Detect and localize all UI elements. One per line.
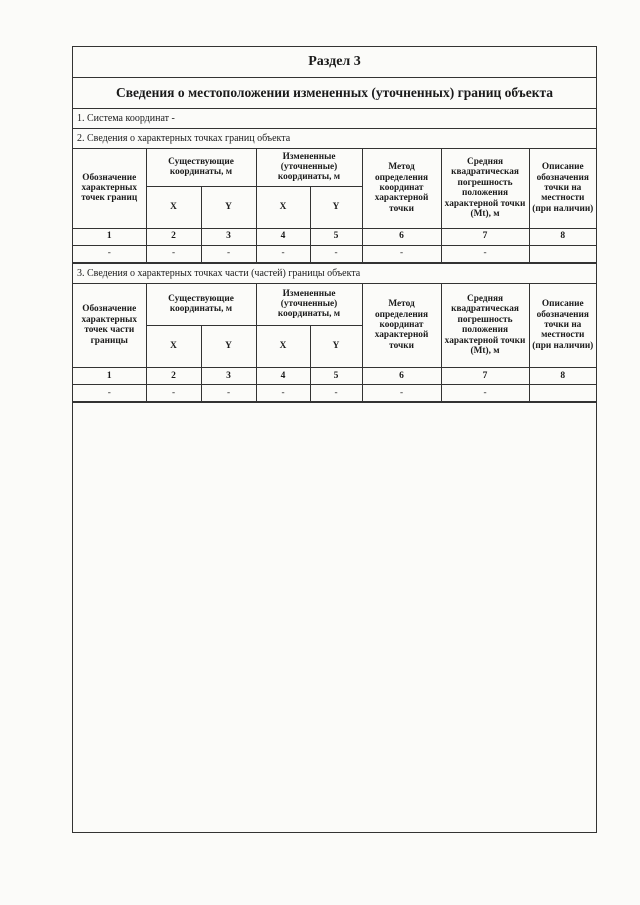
block3-col-description: Описание обозначения точки на местности (при наличии) [529, 284, 596, 368]
block2-col-error: Средняя квадратическая погрешность положения характерной точки (Mt), м [441, 149, 529, 228]
section-subtitle: Сведения о местоположении измененных (уточненных) границ объекта [73, 78, 596, 109]
block2-col-changed: Измененные (уточненные) координаты, м [256, 149, 362, 186]
block3-heading: 3. Сведения о характерных точках части (частей) границы объекта [73, 263, 596, 284]
block3-cell-2: - [146, 385, 201, 402]
block2-num-5: 5 [310, 228, 362, 245]
block2-number-row [73, 228, 596, 245]
block3-existing-y: Y [201, 326, 256, 368]
block3-num-5: 5 [310, 368, 362, 385]
section-title: Раздел 3 [73, 47, 596, 78]
block3-cell-1: - [73, 385, 146, 402]
block2-cell-7: - [441, 245, 529, 262]
block2-num-8: 8 [529, 228, 596, 245]
block3-num-3: 3 [201, 368, 256, 385]
block2-cell-8 [529, 245, 596, 262]
block2-col-description: Описание обозначения точки на местности (при наличии) [529, 149, 596, 228]
block2-col-existing: Существующие координаты, м [146, 149, 256, 186]
block2-cell-5: - [310, 245, 362, 262]
block3-table [73, 284, 596, 403]
block3-num-4: 4 [256, 368, 310, 385]
block3-col-method: Метод определения координат характерной точки [362, 284, 441, 368]
block3-cell-3: - [201, 385, 256, 402]
block3-num-8: 8 [529, 368, 596, 385]
block3-changed-y: Y [310, 326, 362, 368]
block2-existing-y: Y [201, 186, 256, 228]
block2-col-method: Метод определения координат характерной точки [362, 149, 441, 228]
block2-table [73, 149, 596, 263]
block2-changed-x: X [256, 186, 310, 228]
block3-cell-8 [529, 385, 596, 402]
block2-num-7: 7 [441, 228, 529, 245]
document-frame [72, 46, 597, 833]
block3-changed-x: X [256, 326, 310, 368]
block2-cell-1: - [73, 245, 146, 262]
block2-cell-6: - [362, 245, 441, 262]
block3-number-row [73, 368, 596, 385]
block2-num-1: 1 [73, 228, 146, 245]
block2-col-designation: Обозначение характерных точек границ [73, 149, 146, 228]
block3-num-1: 1 [73, 368, 146, 385]
block3-cell-6: - [362, 385, 441, 402]
block3-num-7: 7 [441, 368, 529, 385]
block2-cell-3: - [201, 245, 256, 262]
coord-system-line: 1. Система координат - [73, 109, 596, 129]
block2-heading: 2. Сведения о характерных точках границ объекта [73, 129, 596, 149]
block3-col-designation: Обозначение характерных точек части границы [73, 284, 146, 368]
block2-cell-2: - [146, 245, 201, 262]
block3-num-6: 6 [362, 368, 441, 385]
block3-cell-4: - [256, 385, 310, 402]
block3-num-2: 2 [146, 368, 201, 385]
block3-cell-5: - [310, 385, 362, 402]
block2-num-2: 2 [146, 228, 201, 245]
table-bottom-border [73, 402, 596, 403]
block2-num-4: 4 [256, 228, 310, 245]
block2-changed-y: Y [310, 186, 362, 228]
block2-num-6: 6 [362, 228, 441, 245]
table-row [73, 385, 596, 402]
block3-col-changed: Измененные (уточненные) координаты, м [256, 284, 362, 326]
block3-cell-7: - [441, 385, 529, 402]
block2-cell-4: - [256, 245, 310, 262]
block3-col-error: Средняя квадратическая погрешность положения характерной точки (Mt), м [441, 284, 529, 368]
block2-num-3: 3 [201, 228, 256, 245]
table-row [73, 245, 596, 262]
block3-col-existing: Существующие координаты, м [146, 284, 256, 326]
block2-existing-x: X [146, 186, 201, 228]
block3-existing-x: X [146, 326, 201, 368]
